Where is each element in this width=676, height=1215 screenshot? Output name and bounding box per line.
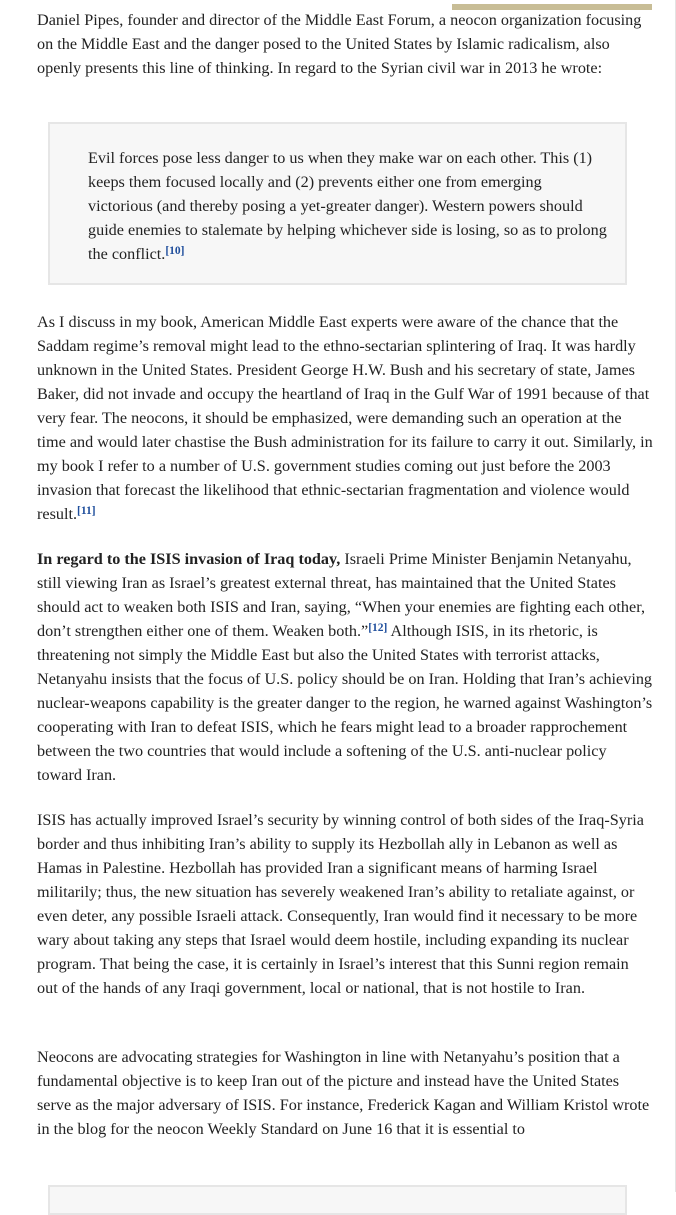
paragraph-isis-security-text: ISIS has actually improved Israel’s security by winning control of both sides of the Iraq-Syria border and thus inhibiting Iran’s ability to supply its Hezbollah ally in Lebanon as well as Hamas in Palestine. Hezbollah has provided Iran a significant means of harming Israel militarily; thus, the new situation has severely weakened Iran’s ability to retaliate against, or even deter, any possible Israeli attack. Consequently, Iran would find it necessary to be more wary about taking any steps that Israel would deem hostile, including expanding its nuclear program. That being the case, it is certainly in Israel’s interest that this Sunni region remain out of the hands of any Iraqi government, local or national, that is not hostile to Iran. (37, 811, 644, 997)
paragraph-experts (37, 310, 653, 526)
footnote-link-11[interactable]: [11] (77, 505, 96, 517)
footnote-link-10[interactable]: [10] (165, 245, 185, 257)
quote-text: Evil forces pose less danger to us when they make war on each other. This (1) keeps them focused locally and (2) prevents either one from emerging victorious (and thereby posing a yet-greater danger). Western powers should guide enemies to stalemate by helping whichever side is losing, so as to prolong the conflict. (88, 149, 607, 263)
paragraph-netanyahu (37, 547, 653, 787)
paragraph-netanyahu-lead: In regard to the ISIS invasion of Iraq today, (37, 550, 341, 568)
paragraph-pipes (37, 8, 653, 80)
blockquote-kagan-kristol (48, 1185, 627, 1215)
footnote-link-12[interactable]: [12] (368, 622, 388, 634)
paragraph-pipes-text: Daniel Pipes, founder and director of the Middle East Forum, a neocon organization focusing on the Middle East and the danger posed to the United States by Islamic radicalism, also openly presents this line of thinking. In regard to the Syrian civil war in 2013 he wrote: (37, 11, 642, 77)
paragraph-netanyahu-text-b: Although ISIS, in its rhetoric, is threatening not simply the Middle East but also the United States with terrorist attacks, Netanyahu insists that the focus of U.S. policy should be on Iran. Holding that Iran’s achieving nuclear-weapons capability is the greater danger to the region, he warned against Washington’s cooperating with Iran to defeat ISIS, which he fears might lead to a broader rapprochement between the two countries that would include a softening of the U.S. anti-nuclear policy toward Iran. (37, 622, 653, 784)
paragraph-netanyahu-text-a: Israeli Prime Minister Benjamin Netanyahu, still viewing Iran as Israel’s greatest external threat, has maintained that the United States should act to weaken both ISIS and Iran, saying, “When your enemies are fighting each other, don’t strengthen either one of them. Weaken both.” (37, 550, 645, 640)
blockquote-pipes (48, 122, 627, 285)
blockquote-pipes-text (88, 146, 608, 266)
paragraph-isis-security (37, 808, 653, 1000)
paragraph-neocons (37, 1045, 653, 1141)
paragraph-neocons-text: Neocons are advocating strategies for Washington in line with Netanyahu’s position that a fundamental objective is to keep Iran out of the picture and instead have the United States serve as the major adversary of ISIS. For instance, Frederick Kagan and William Kristol wrote in the blog for the neocon Weekly Standard on June 16 that it is essential to (37, 1048, 650, 1138)
paragraph-experts-text: As I discuss in my book, American Middle East experts were aware of the chance that the Saddam regime’s removal might lead to the ethno-sectarian splintering of Iraq. It was hardly unknown in the United States. President George H.W. Bush and his secretary of state, James Baker, did not invade and occupy the heartland of Iraq in the Gulf War of 1991 because of that very fear. The neocons, it should be emphasized, were demanding such an operation at the time and would later chastise the Bush administration for its failure to carry it out. Similarly, in my book I refer to a number of U.S. government studies coming out just before the 2003 invasion that forecast the likelihood that ethnic-sectarian fragmentation and violence would result. (37, 313, 653, 523)
